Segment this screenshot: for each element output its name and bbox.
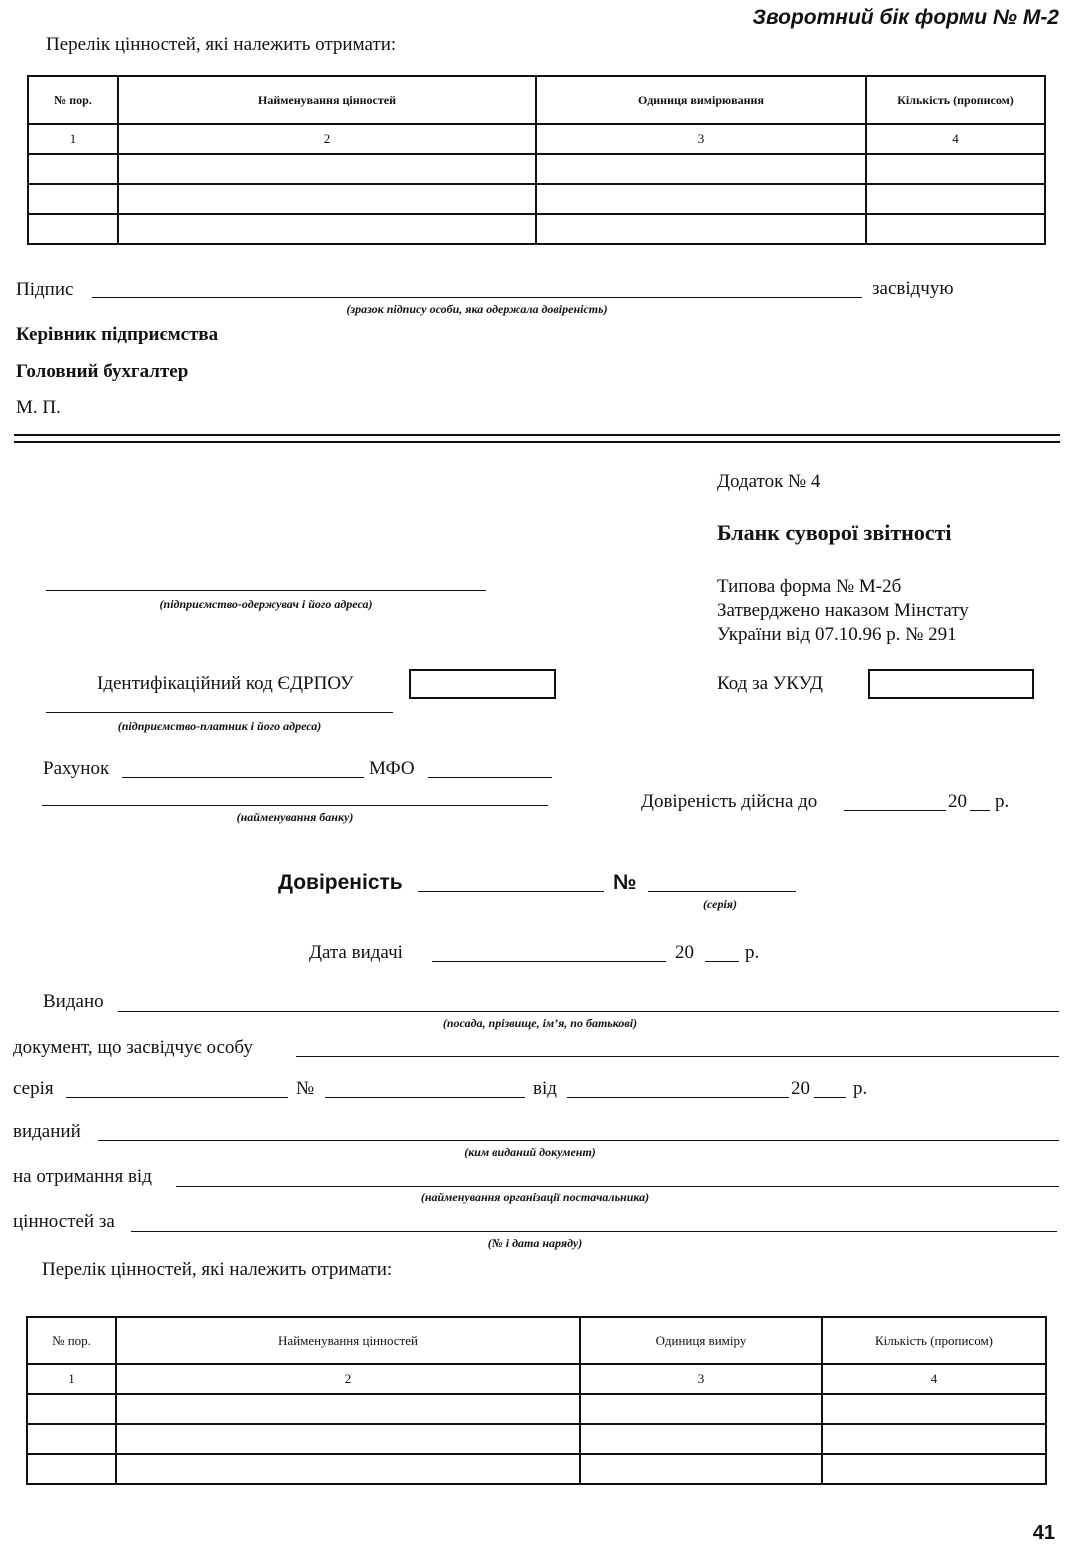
issue-year-line[interactable] [705, 961, 739, 962]
header-quantity: Кількість (прописом) [866, 76, 1045, 124]
column-number: 2 [118, 124, 536, 154]
table-cell[interactable] [27, 1454, 116, 1484]
table-cell[interactable] [28, 154, 118, 184]
values-for-line[interactable] [131, 1231, 1057, 1232]
director-label: Керівник підприємства [16, 324, 219, 345]
page-header: Зворотний бік форми № М-2 [752, 6, 1059, 29]
account-line[interactable] [122, 777, 364, 778]
separator-line [14, 441, 1060, 443]
issue-date-label: Дата видачі [309, 942, 403, 963]
account-label: Рахунок [43, 758, 110, 779]
bank-line[interactable] [42, 805, 548, 806]
table-cell[interactable] [866, 154, 1045, 184]
id-document-line[interactable] [296, 1056, 1059, 1057]
ukud-label: Код за УКУД [717, 673, 824, 694]
column-number: 4 [822, 1364, 1046, 1394]
bottom-values-table [26, 1316, 1047, 1485]
table-cell[interactable] [866, 184, 1045, 214]
doc-number-label: № [296, 1078, 315, 1099]
header-name: Найменування цінностей [118, 76, 536, 124]
table-cell[interactable] [118, 184, 536, 214]
column-number: 3 [580, 1364, 822, 1394]
valid-year-suffix: р. [995, 791, 1010, 812]
id-document-label: документ, що засвідчує особу [13, 1037, 253, 1058]
doc-number-line[interactable] [325, 1097, 525, 1098]
header-no: № пор. [28, 76, 118, 124]
table-cell[interactable] [536, 214, 866, 244]
series-caption: (серія) [702, 897, 737, 911]
table-cell[interactable] [27, 1394, 116, 1424]
valid-year-line[interactable] [970, 810, 990, 811]
recipient-line[interactable] [46, 590, 486, 591]
table-row [28, 154, 1045, 184]
table-cell[interactable] [118, 214, 536, 244]
signature-caption: (зразок підпису особи, яка одержала довіреність) [346, 302, 608, 316]
appendix-label: Додаток № 4 [717, 471, 821, 492]
table-cell[interactable] [580, 1394, 822, 1424]
certify-label: засвідчую [872, 278, 954, 299]
ukud-field[interactable] [868, 669, 1034, 699]
table-cell[interactable] [580, 1424, 822, 1454]
doc-year-suffix: р. [853, 1078, 868, 1099]
issue-year: 20 [675, 942, 694, 963]
valid-year: 20 [948, 791, 967, 812]
issued-to-label: Видано [43, 991, 104, 1012]
table-row [27, 1424, 1046, 1454]
table-row [28, 184, 1045, 214]
table-cell[interactable] [116, 1394, 580, 1424]
column-number: 3 [536, 124, 866, 154]
order-caption: (№ і дата наряду) [487, 1236, 583, 1250]
payer-caption: (підприємство-платник і його адреса) [117, 719, 322, 733]
signature-line[interactable] [92, 297, 862, 298]
column-number: 1 [28, 124, 118, 154]
table-cell[interactable] [116, 1424, 580, 1454]
doc-series-line[interactable] [66, 1097, 288, 1098]
attorney-number-line[interactable] [648, 891, 796, 892]
table-cell[interactable] [27, 1424, 116, 1454]
header-unit: Одиниця виміру [580, 1317, 822, 1364]
table-cell[interactable] [536, 154, 866, 184]
table-cell[interactable] [822, 1454, 1046, 1484]
mfo-label: МФО [369, 758, 415, 779]
recipient-caption: (підприємство-одержувач і його адреса) [159, 597, 373, 611]
column-number: 2 [116, 1364, 580, 1394]
issue-date-line[interactable] [432, 961, 666, 962]
table-row [27, 1454, 1046, 1484]
doc-year: 20 [791, 1078, 810, 1099]
valid-until-line[interactable] [844, 810, 946, 811]
supplier-caption: (найменування організації постачальника) [420, 1190, 650, 1204]
separator-line [14, 434, 1060, 436]
table-cell[interactable] [822, 1394, 1046, 1424]
table-cell[interactable] [116, 1454, 580, 1484]
valid-until-label: Довіреність дійсна до [641, 791, 818, 812]
payer-line[interactable] [46, 712, 393, 713]
doc-date-line[interactable] [567, 1097, 789, 1098]
doc-year-line[interactable] [814, 1097, 846, 1098]
issued-by-caption: (ким виданий документ) [464, 1145, 596, 1159]
page-number: 41 [1032, 1522, 1055, 1544]
table-row [27, 1394, 1046, 1424]
bottom-list-title: Перелік цінностей, які належить отримати: [42, 1259, 393, 1280]
table-cell[interactable] [28, 214, 118, 244]
header-name: Найменування цінностей [116, 1317, 580, 1364]
header-quantity: Кількість (прописом) [822, 1317, 1046, 1364]
attorney-series-line[interactable] [418, 891, 604, 892]
form-type: Типова форма № М-2б [717, 576, 902, 597]
issue-year-suffix: р. [745, 942, 760, 963]
receive-from-line[interactable] [176, 1186, 1059, 1187]
table-row [28, 214, 1045, 244]
table-cell[interactable] [580, 1454, 822, 1484]
mfo-line[interactable] [428, 777, 552, 778]
issued-by-line[interactable] [98, 1140, 1059, 1141]
doc-series-label: серія [13, 1078, 54, 1099]
bank-caption: (найменування банку) [236, 810, 354, 824]
issued-by-label: виданий [13, 1121, 81, 1142]
table-cell[interactable] [536, 184, 866, 214]
edrpou-label: Ідентифікаційний код ЄДРПОУ [97, 673, 354, 694]
issued-to-line[interactable] [118, 1011, 1059, 1012]
table-cell[interactable] [822, 1424, 1046, 1454]
stamp-label: М. П. [16, 397, 61, 418]
table-cell[interactable] [28, 184, 118, 214]
values-for-label: цінностей за [13, 1211, 115, 1232]
table-cell[interactable] [866, 214, 1045, 244]
header-unit: Одиниця вимірювання [536, 76, 866, 124]
column-number: 1 [27, 1364, 116, 1394]
edrpou-field[interactable] [409, 669, 556, 699]
header-no: № пор. [27, 1317, 116, 1364]
blank-title: Бланк суворої звітності [717, 520, 952, 545]
approved-line-2: України від 07.10.96 р. № 291 [717, 624, 957, 645]
doc-from-label: від [533, 1078, 557, 1099]
power-of-attorney-title: Довіреність [278, 871, 403, 894]
top-list-title: Перелік цінностей, які належить отримати: [46, 34, 397, 55]
receive-from-label: на отримання від [13, 1166, 152, 1187]
table-cell[interactable] [118, 154, 536, 184]
approved-line-1: Затверджено наказом Мінстату [717, 600, 969, 621]
issued-to-caption: (посада, прізвище, ім’я, по батькові) [442, 1016, 638, 1030]
column-number: 4 [866, 124, 1045, 154]
chief-accountant-label: Головний бухгалтер [16, 361, 189, 382]
top-values-table [27, 75, 1046, 245]
number-sign: № [613, 871, 637, 894]
signature-label: Підпис [16, 279, 74, 300]
